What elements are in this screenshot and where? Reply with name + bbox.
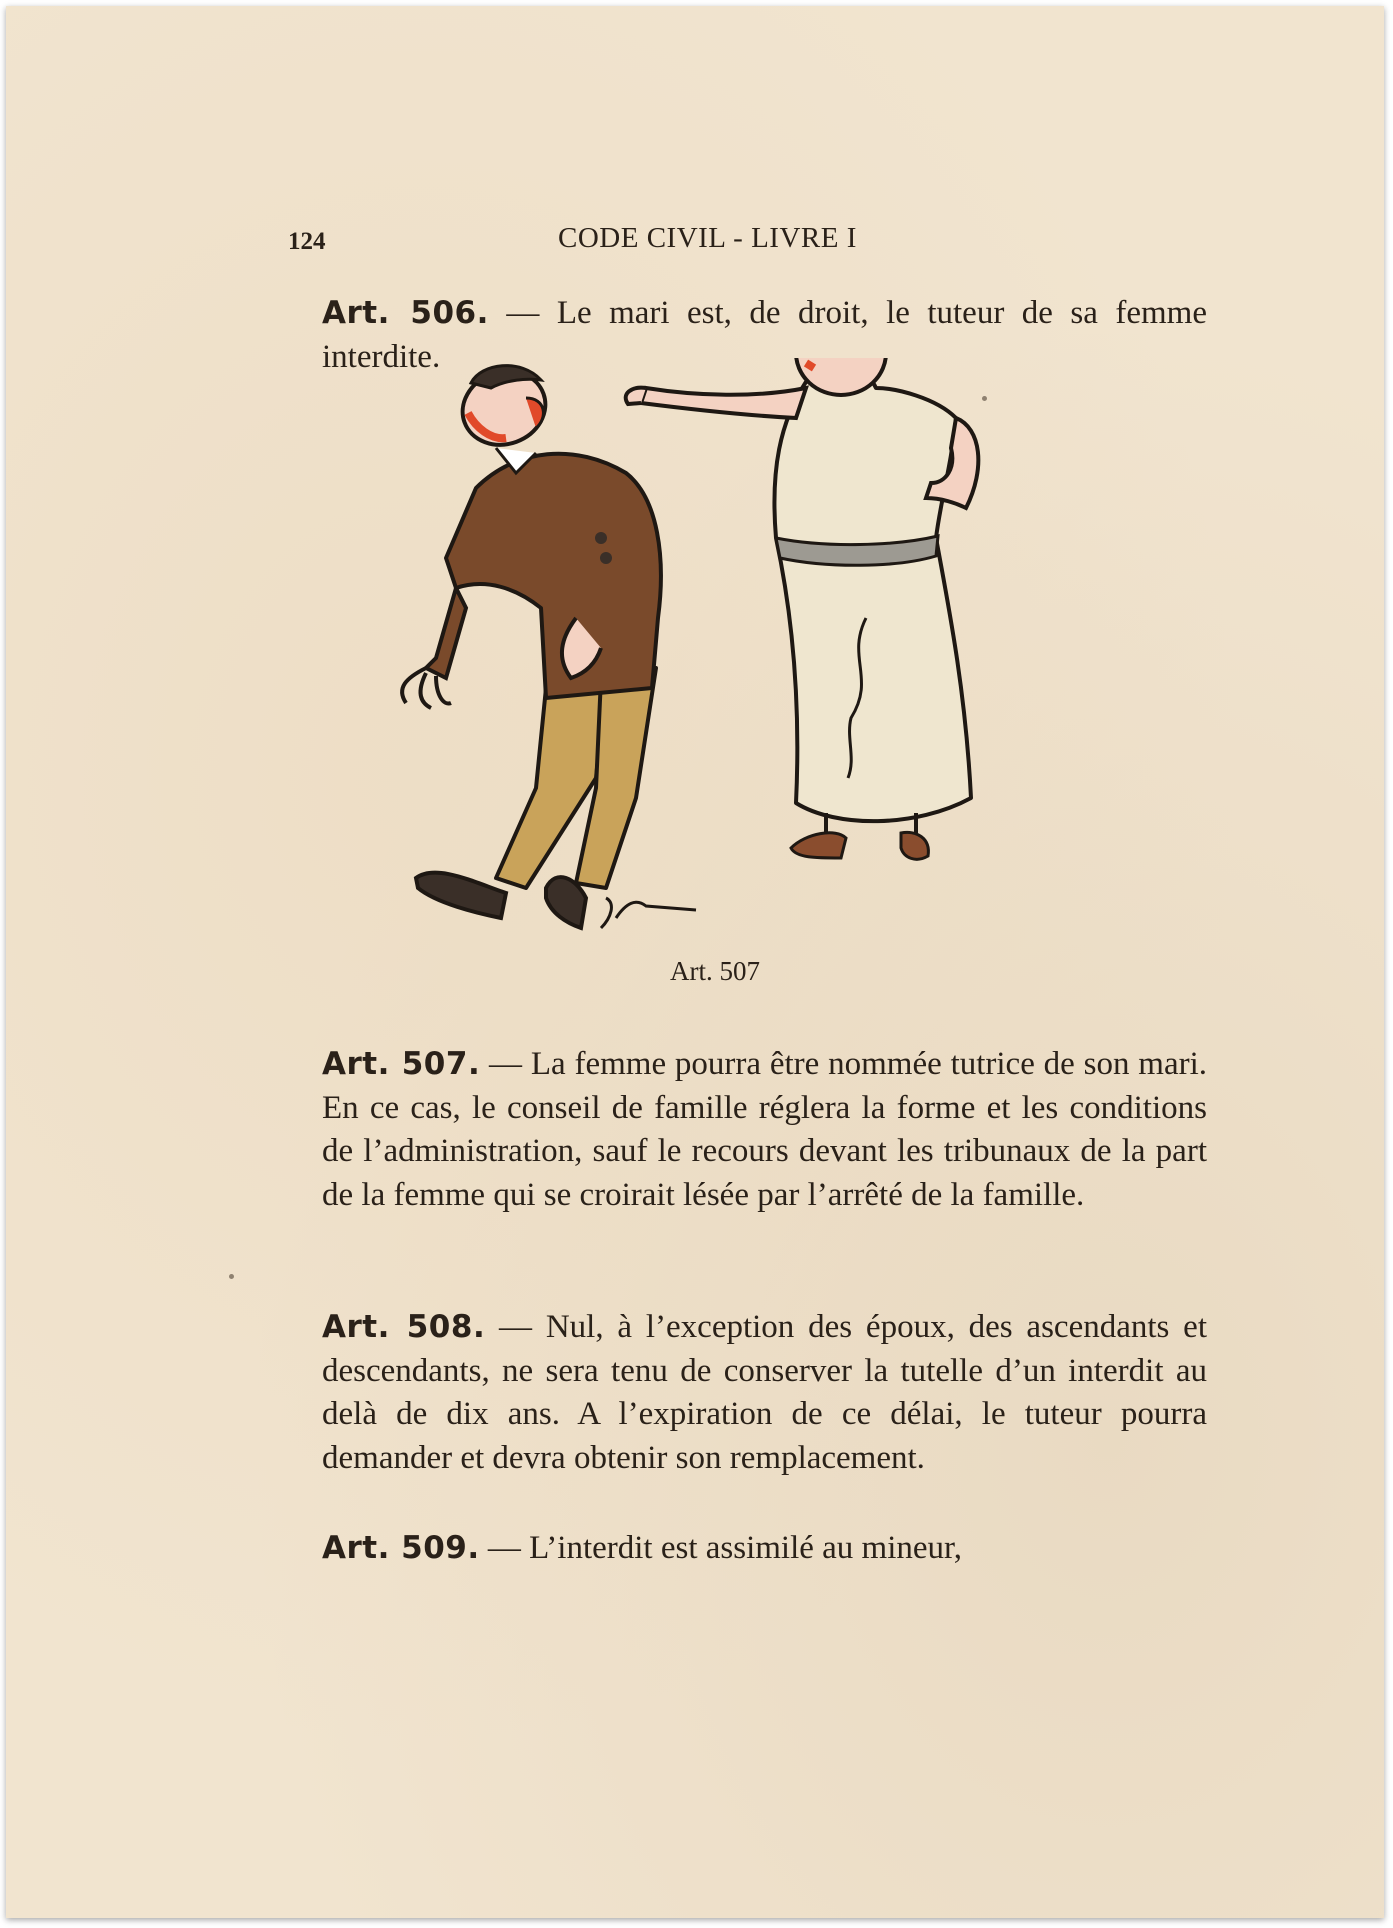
illustration-caption: Art. 507 — [670, 956, 760, 986]
article-506-label: Art. 506. — [322, 295, 489, 331]
illustration-scolding — [396, 358, 1086, 958]
paper-speck — [982, 396, 987, 401]
article-507-text: — La femme pourra être nommée tutrice de son mari. En ce cas, le conseil de famille réglera la forme et les conditions de l’administration, sauf le recours devant les tribunaux de la part de la femme qui se croirait lésée par l’arrêté de la famille. — [322, 1046, 1208, 1213]
woman-figure — [626, 358, 979, 859]
paper-speck — [229, 1274, 234, 1279]
article-508-text: — Nul, à l’exception des époux, des ascendants et descendants, ne sera tenu de conserver la tutelle d’un interdit au delà de dix ans. A l’expiration de ce délai, le tuteur pourra demander et devra obtenir son remplacement. — [322, 1309, 1207, 1476]
article-506-text: — Le mari est, de droit, le tuteur de sa femme interdite. — [322, 295, 1207, 375]
book-page — [6, 6, 1384, 1918]
article-508-label: Art. 508. — [322, 1309, 486, 1345]
article-508 — [282, 1306, 1207, 1480]
article-509-text: — L’interdit est assimilé au mineur, — [487, 1530, 962, 1566]
running-title: CODE CIVIL - LIVRE I — [558, 222, 857, 254]
article-507-label: Art. 507. — [322, 1046, 481, 1082]
article-509-label: Art. 509. — [322, 1530, 480, 1566]
artist-signature — [601, 898, 696, 928]
page-number: 124 — [288, 228, 326, 255]
article-507 — [282, 1043, 1207, 1217]
man-figure — [402, 360, 661, 928]
article-509 — [282, 1527, 1207, 1571]
page-header — [288, 222, 908, 262]
